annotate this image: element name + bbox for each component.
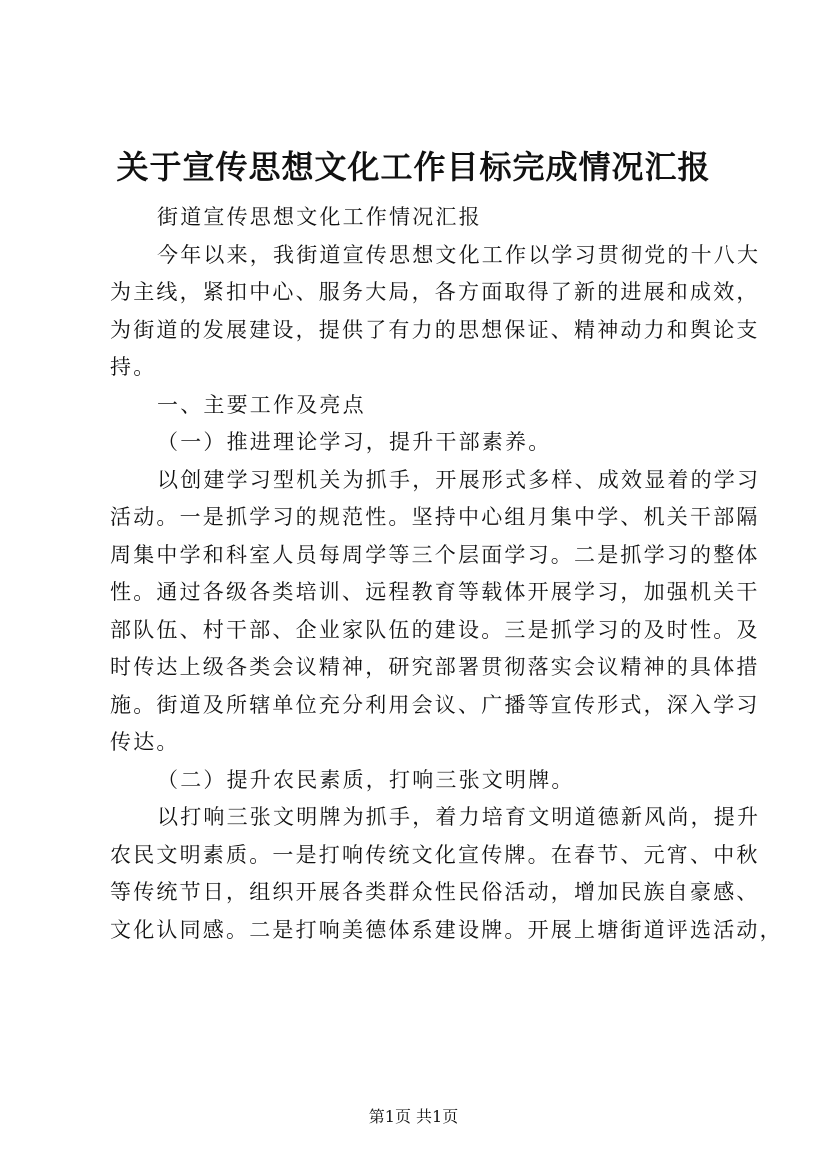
subsection-heading: （二）提升农民素质，打响三张文明牌。 [157, 767, 575, 792]
paragraph-line: 施。街道及所辖单位充分利用会议、广播等宣传形式，深入学习 [110, 692, 760, 717]
paragraph-line: 持。 [110, 355, 157, 379]
paragraph-line: 等传统节日，组织开展各类群众性民俗活动，增加民族自豪感、 [110, 880, 760, 904]
paragraph-line: 为主线，紧扣中心、服务大局，各方面取得了新的进展和成效， [110, 280, 760, 304]
paragraph-line: 活动。一是抓学习的规范性。坚持中心组月集中学、机关干部隔 [110, 505, 760, 529]
paragraph-line: 农民文明素质。一是打响传统文化宣传牌。在春节、元宵、中秋 [110, 842, 760, 867]
paragraph-line: 时传达上级各类会议精神，研究部署贯彻落实会议精神的具体措 [110, 655, 760, 679]
paragraph-line: 性。通过各级各类培训、远程教育等载体开展学习，加强机关干 [110, 580, 760, 604]
document-body [110, 199, 783, 949]
page-footer: 第1页 共1页 [368, 1107, 459, 1126]
subtitle-line: 街道宣传思想文化工作情况汇报 [157, 205, 482, 229]
paragraph-line: 以创建学习型机关为抓手，开展形式多样、成效显着的学习 [157, 467, 761, 492]
paragraph-line: 以打响三张文明牌为抓手，着力培育文明道德新风尚，提升 [157, 805, 761, 829]
paragraph-line: 部队伍、村干部、企业家队伍的建设。三是抓学习的及时性。及 [110, 617, 760, 642]
paragraph-line: 今年以来，我街道宣传思想文化工作以学习贯彻党的十八大 [157, 242, 761, 267]
paragraph-line: 传达。 [110, 730, 180, 754]
document-title: 关于宣传思想文化工作目标完成情况汇报 [116, 148, 711, 186]
subsection-heading: （一）推进理论学习，提升干部素养。 [157, 430, 552, 454]
paragraph-line: 文化认同感。二是打响美德体系建设牌。开展上塘街道评选活动， [110, 917, 783, 942]
section-heading: 一、主要工作及亮点 [157, 392, 366, 417]
paragraph-line: 为街道的发展建设，提供了有力的思想保证、精神动力和舆论支 [110, 317, 760, 342]
paragraph-line: 周集中学和科室人员每周学等三个层面学习。二是抓学习的整体 [110, 542, 760, 567]
